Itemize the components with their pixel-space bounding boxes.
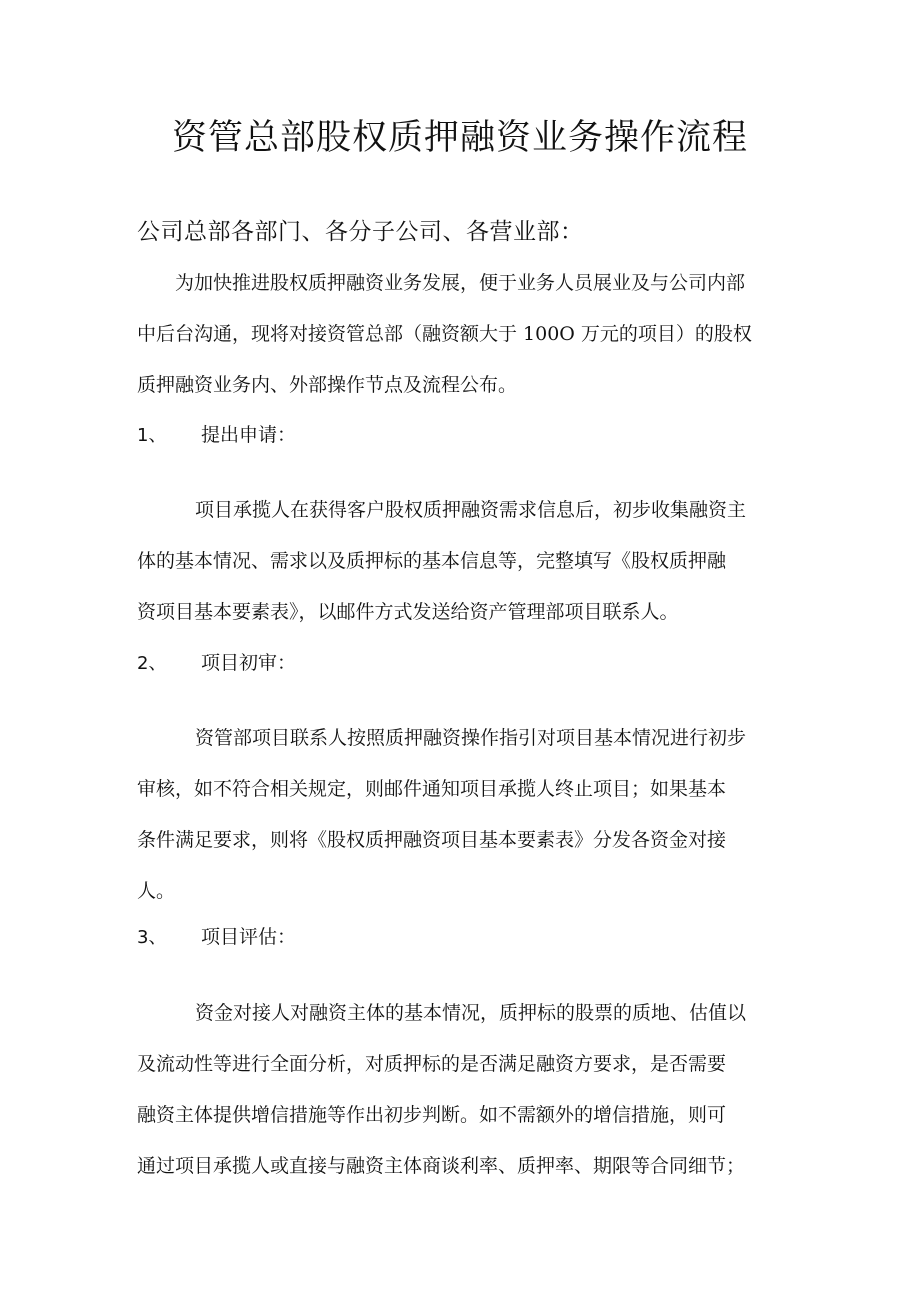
section-number: 1、	[137, 425, 167, 446]
body-line: 通过项目承揽人或直接与融资主体商谈利率、质押率、期限等合同细节；	[137, 1155, 746, 1177]
section-title: 项目评估：	[201, 926, 297, 948]
document-title: 资管总部股权质押融资业务操作流程	[171, 118, 748, 158]
body-line: 资金对接人对融资主体的基本情况，质押标的股票的质地、估值以	[195, 1002, 747, 1024]
body-line: 资项目基本要素表》，以邮件方式发送给资产管理部项目联系人。	[137, 601, 679, 623]
section-title: 提出申请：	[201, 424, 297, 446]
intro-line: 质押融资业务内、外部操作节点及流程公布。	[137, 374, 518, 396]
section-number: 2、	[137, 653, 167, 674]
body-line: 人。	[137, 880, 176, 902]
body-line: 体的基本情况、需求以及质押标的基本信息等，完整填写《股权质押融	[137, 550, 727, 572]
section-body-apply	[137, 485, 785, 638]
section-body-initial-review	[137, 713, 785, 917]
body-line: 及流动性等进行全面分析，对质押标的是否满足融资方要求，是否需要	[137, 1053, 727, 1075]
body-line: 条件满足要求，则将《股权质押融资项目基本要素表》分发各资金对接	[137, 829, 727, 851]
intro-paragraph	[137, 258, 785, 411]
body-line: 审核，如不符合相关规定，则邮件通知项目承揽人终止项目；如果基本	[137, 778, 727, 800]
intro-line: 中后台沟通，现将对接资管总部（融资额大于 100O 万元的项目）的股权	[137, 323, 752, 345]
section-heading-initial-review	[137, 648, 296, 679]
intro-line: 为加快推进股权质押融资业务发展，便于业务人员展业及与公司内部	[175, 272, 746, 294]
section-number: 3、	[137, 927, 167, 948]
body-line: 融资主体提供增信措施等作出初步判断。如不需额外的增信措施，则可	[137, 1104, 727, 1126]
section-title: 项目初审：	[201, 652, 297, 674]
section-heading-evaluation	[137, 922, 296, 953]
body-line: 资管部项目联系人按照质押融资操作指引对项目基本情况进行初步	[195, 727, 747, 749]
section-body-evaluation	[137, 988, 785, 1192]
body-line: 项目承揽人在获得客户股权质押融资需求信息后，初步收集融资主	[195, 499, 747, 521]
salutation: 公司总部各部门、各分子公司、各营业部：	[137, 219, 584, 245]
section-heading-apply	[137, 420, 296, 451]
